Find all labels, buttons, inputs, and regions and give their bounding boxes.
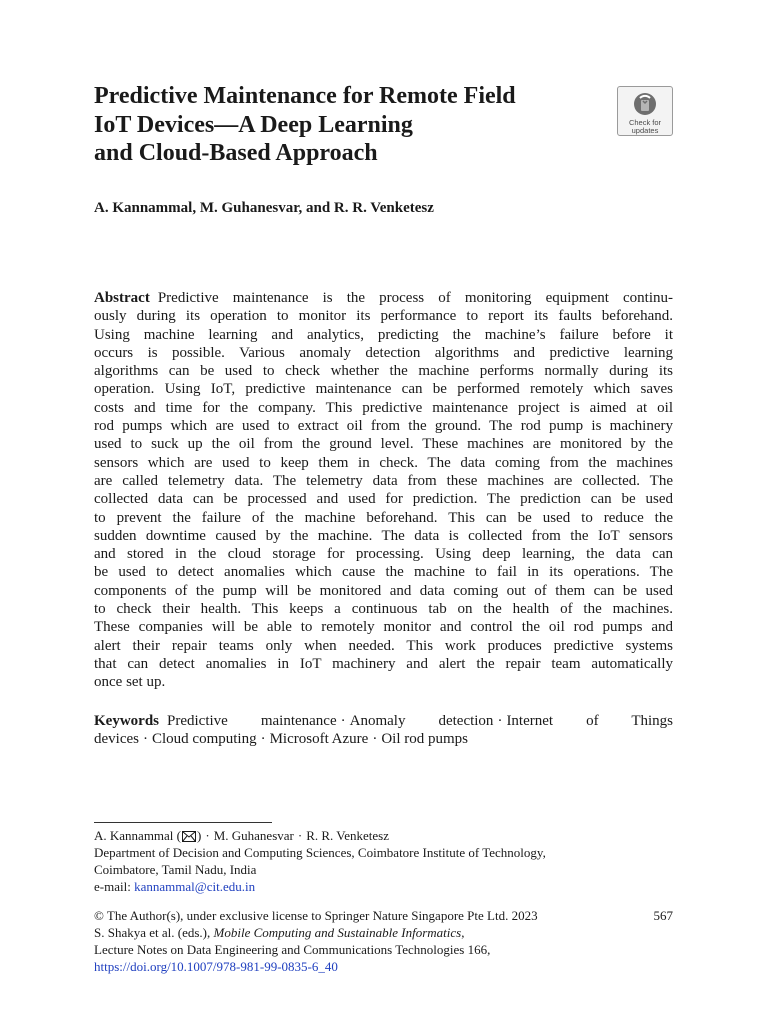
keyword-separator: · <box>497 713 503 729</box>
abstract-line: and stored in the cloud storage for processing. Using deep learning, the data can <box>94 546 673 563</box>
email-label: e-mail: <box>94 879 135 894</box>
affiliation-authors <box>94 827 546 844</box>
author-separator: · <box>297 828 303 843</box>
abstract <box>94 289 673 692</box>
abstract-line: to prevent the failure of the machine beforehand. This can be used to reduce the <box>94 509 673 526</box>
book-title: Mobile Computing and Sustainable Informatics <box>213 925 462 940</box>
affiliation-email-line <box>94 878 546 895</box>
doi-link[interactable]: https://doi.org/10.1007/978-981-99-0835-6_40 <box>94 959 338 974</box>
keyword: Cloud computing <box>151 731 257 748</box>
keywords-label: Keywords <box>94 713 159 729</box>
abstract-line: algorithms can be used to check whether the machine performs normally during its <box>94 363 673 380</box>
check-for-updates-icon <box>630 91 660 117</box>
abstract-line: used to suck up the oil from the ground level. These machines are monitored by the <box>94 436 673 453</box>
footnote-rule <box>94 822 272 823</box>
paper-title <box>94 82 604 168</box>
author-list: A. Kannammal, M. Guhanesvar, and R. R. Venketesz <box>94 200 434 216</box>
author-paren: ) <box>197 828 202 843</box>
abstract-line: once set up. <box>94 674 166 691</box>
series-title: Lecture Notes on Data Engineering and Communications Technologies 166, <box>94 942 491 957</box>
title-line: and Cloud-Based Approach <box>94 140 378 166</box>
keyword-separator: · <box>340 713 346 729</box>
abstract-line: sudden downtime caused by the machine. The data is collected from the IoT sensors <box>94 527 673 544</box>
citation-comma: , <box>461 925 465 940</box>
abstract-line: components of the pump will be monitored and data coming out of them can be used <box>94 582 673 599</box>
author-name: A. Kannammal ( <box>94 828 182 843</box>
abstract-line: that can detect anomalies in IoT machinery and alert the repair team automatically <box>94 655 673 672</box>
abstract-line: alert their repair teams only when needed. This work produces predictive systems <box>94 637 673 654</box>
abstract-line: ously during its operation to monitor its performance to report its faults beforehand. <box>94 308 673 325</box>
citation-editors: S. Shakya et al. (eds.), <box>94 925 214 940</box>
keyword: Predictive maintenance <box>167 713 337 729</box>
keyword-separator: · <box>260 731 266 748</box>
affiliation <box>94 827 546 895</box>
envelope-icon <box>182 831 196 842</box>
abstract-line: occurs is possible. Various anomaly detection algorithms and predictive learning <box>94 344 673 361</box>
footer <box>94 907 673 975</box>
abstract-line <box>94 289 673 307</box>
badge-line: Check for <box>628 118 662 127</box>
affiliation-location: Coimbatore, Tamil Nadu, India <box>94 862 257 877</box>
title-line: Predictive Maintenance for Remote Field <box>94 83 516 109</box>
keyword-separator: · <box>372 731 378 748</box>
abstract-line: rod pumps which are used to extract oil from the ground. The rod pump is machinery <box>94 418 673 435</box>
keyword-separator: · <box>142 731 148 748</box>
keyword: Anomaly detection <box>349 713 494 729</box>
check-for-updates-badge[interactable] <box>617 86 673 136</box>
citation <box>94 924 673 941</box>
abstract-line: Using machine learning and analytics, predicting the machine’s failure before it <box>94 326 673 343</box>
abstract-line: sensors which are used to keep them in check. The data coming from the machines <box>94 454 673 471</box>
abstract-line: These companies will be able to remotely monitor and control the oil rod pumps and <box>94 619 673 636</box>
badge-line: updates <box>631 126 659 135</box>
keyword: Internet of Things <box>506 713 673 729</box>
abstract-line: to check their health. This keeps a continuous tab on the health of the machines. <box>94 601 673 618</box>
copyright: © The Author(s), under exclusive license to Springer Nature Singapore Pte Ltd. 2023 <box>94 908 538 923</box>
author-name: R. R. Venketesz <box>306 828 390 843</box>
abstract-text: Predictive maintenance is the process of monitoring equipment continu- <box>157 290 673 306</box>
abstract-line: collected data can be processed and used for prediction. The prediction can be used <box>94 491 673 508</box>
title-line: IoT Devices—A Deep Learning <box>94 111 413 138</box>
abstract-label: Abstract <box>94 290 150 306</box>
keyword: devices <box>94 731 139 748</box>
keywords-line <box>94 712 673 730</box>
email-link[interactable]: kannammal@cit.edu.in <box>134 879 256 894</box>
keyword: Oil rod pumps <box>381 731 468 748</box>
keyword: Microsoft Azure <box>269 731 369 748</box>
badge-text <box>618 119 672 135</box>
affiliation-dept: Department of Decision and Computing Sciences, Coimbatore Institute of Technology, <box>94 845 546 860</box>
abstract-line: are called telemetry data. The telemetry data from these machines are collected. The <box>94 472 673 489</box>
abstract-line: costs and time for the company. This predictive maintenance project is aimed at oil <box>94 399 673 416</box>
keywords <box>94 712 673 749</box>
author-separator: · <box>205 828 210 843</box>
abstract-line: operation. Using IoT, predictive maintenance can be performed remotely which saves <box>94 381 673 398</box>
keywords-line <box>94 730 673 748</box>
author-name: M. Guhanesvar <box>213 828 294 843</box>
page-number: 567 <box>653 908 673 923</box>
abstract-line: be used to detect anomalies which cause the machine to fail in its operations. The <box>94 564 673 581</box>
